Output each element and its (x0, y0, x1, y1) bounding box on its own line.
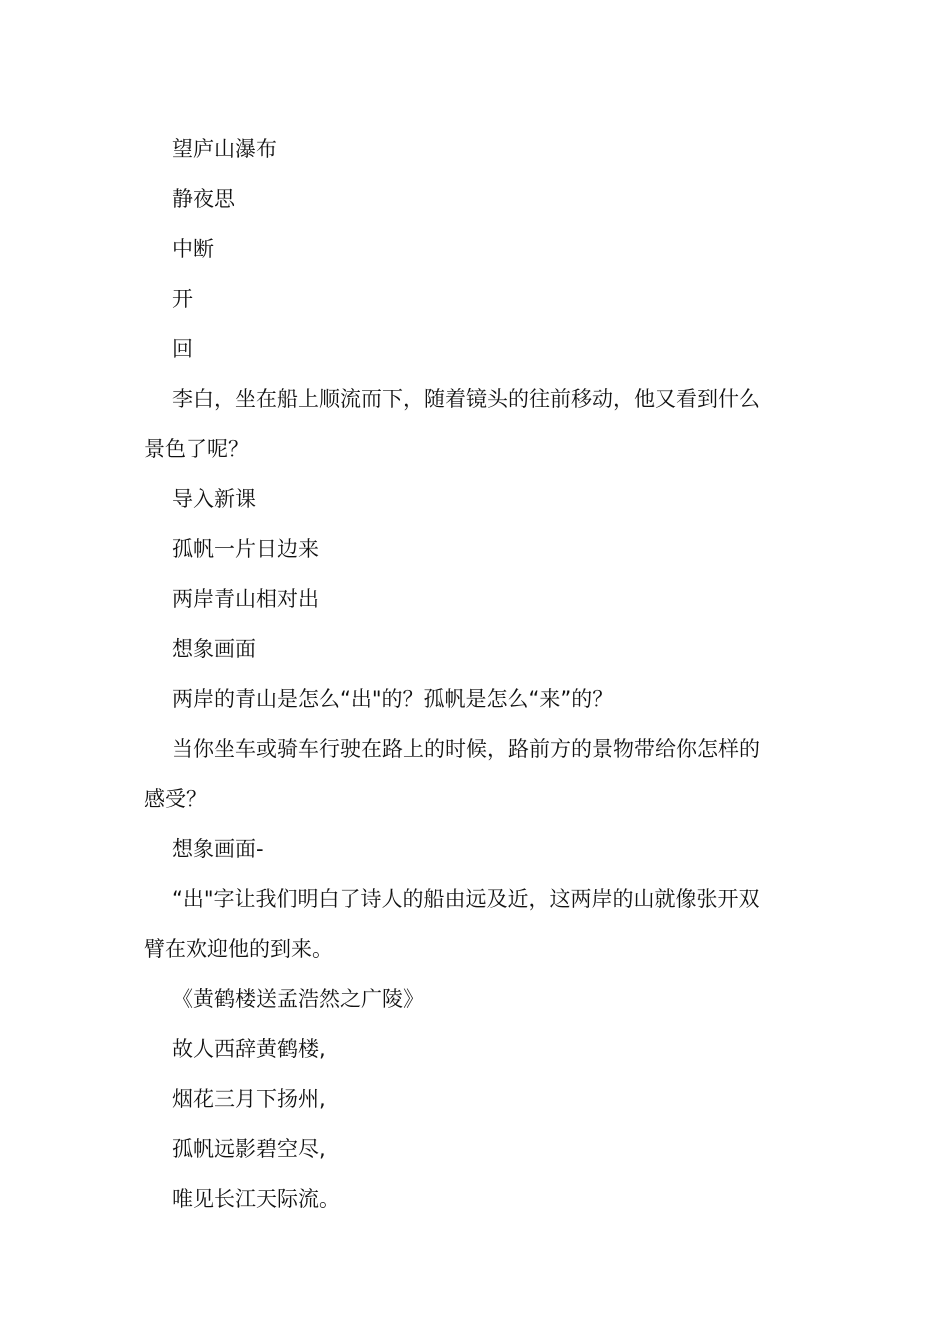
poem-title-huanghelou: 《黄鹤楼送孟浩然之广陵》 (172, 987, 424, 1011)
section-heading-intro: 导入新课 (172, 487, 256, 511)
line-kai: 开 (172, 287, 193, 311)
paragraph-driving-line-2: 感受？ (144, 787, 207, 811)
question-chu-lai: 两岸的青山是怎么“出"的？孤帆是怎么“来”的？ (172, 687, 614, 711)
line-title-wanglushan: 望庐山瀑布 (172, 137, 277, 161)
paragraph-libai-line-1: 李白，坐在船上顺流而下，随着镜头的往前移动，他又看到什么 (172, 387, 760, 411)
line-title-jingyesi: 静夜思 (172, 187, 235, 211)
paragraph-driving-line-1: 当你坐车或骑车行驶在路上的时候，路前方的景物带给你怎样的 (172, 737, 760, 761)
poem-line-liangan: 两岸青山相对出 (172, 587, 319, 611)
poem-line-2: 烟花三月下扬州, (172, 1087, 326, 1111)
line-zhongduan: 中断 (172, 237, 214, 261)
poem-line-4: 唯见长江天际流。 (172, 1187, 340, 1211)
paragraph-libai-line-2: 景色了呢？ (144, 437, 249, 461)
line-hui: 回 (172, 337, 193, 361)
section-heading-imagine: 想象画面 (172, 637, 256, 661)
paragraph-chu-line-1: “出"字让我们明白了诗人的船由远及近，这两岸的山就像张开双 (172, 887, 760, 911)
poem-line-3: 孤帆远影碧空尽, (172, 1137, 326, 1161)
poem-line-1: 故人西辞黄鹤楼, (172, 1037, 326, 1061)
document-body (144, 124, 808, 1224)
section-heading-imagine-2: 想象画面- (172, 837, 264, 861)
paragraph-chu-line-2: 臂在欢迎他的到来。 (144, 937, 333, 961)
poem-line-gufan: 孤帆一片日边来 (172, 537, 319, 561)
